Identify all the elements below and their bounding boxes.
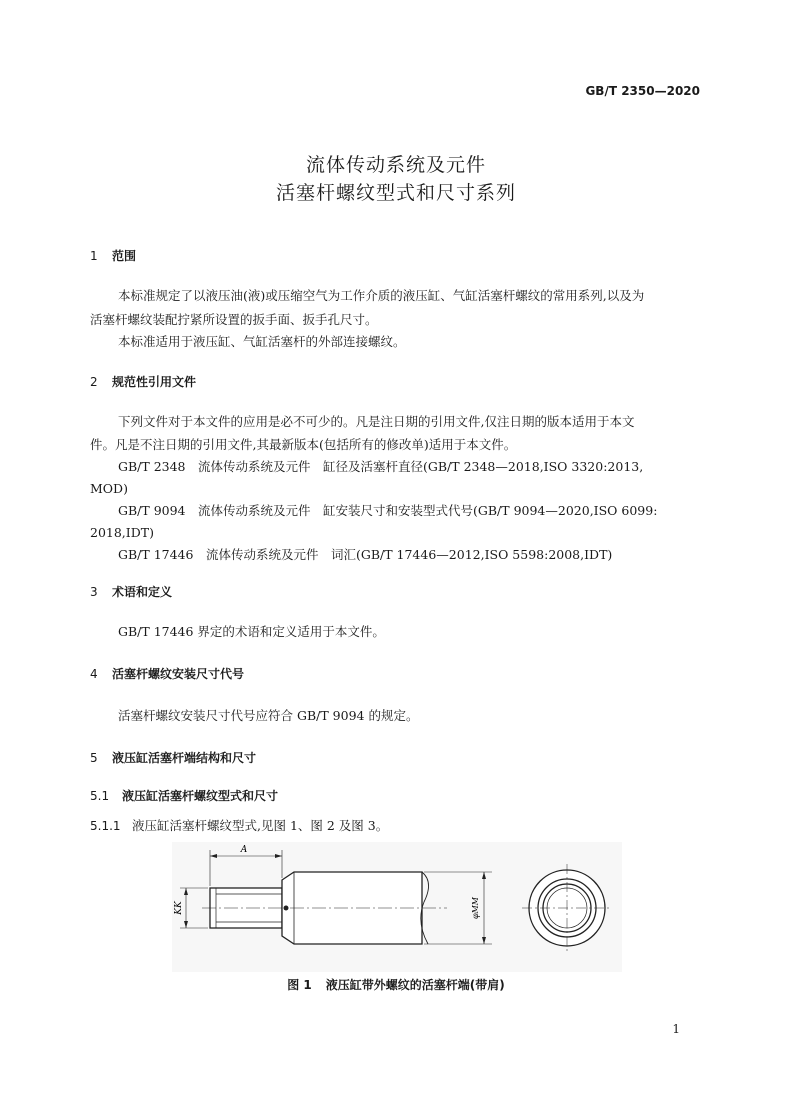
clause-5-1-1 (90, 814, 704, 838)
document-title-line1: 流体传动系统及元件 (305, 154, 486, 176)
section-5-1-heading (90, 787, 278, 804)
section-title: 液压缸活塞杆螺纹型式和尺寸 (122, 789, 279, 803)
section-title: 液压缸活塞杆端结构和尺寸 (112, 751, 257, 765)
figure-1-drawing (172, 842, 622, 972)
section-title: 术语和定义 (112, 585, 173, 599)
reference-gbt9094-a: GB/T 9094 流体传动系统及元件 缸安装尺寸和安装型式代号(GB/T 9094—2020,ISO 6099: (118, 503, 658, 518)
section-4-paragraph: 活塞杆螺纹安装尺寸代号应符合 GB/T 9094 的规定。 (118, 708, 419, 723)
section-number: 5 (90, 751, 98, 765)
document-title-line2: 活塞杆螺纹型式和尺寸系列 (275, 182, 516, 204)
section-3-paragraph: GB/T 17446 界定的术语和定义适用于本文件。 (118, 624, 385, 639)
dim-a-label: A (240, 845, 248, 855)
reference-gbt17446: GB/T 17446 流体传动系统及元件 词汇(GB/T 17446—2012,ISO 5598:2008,IDT) (118, 547, 613, 562)
section-number: 2 (90, 375, 98, 389)
reference-gbt9094-b: 2018,IDT) (90, 525, 154, 540)
section-1-paragraph-2: 本标准适用于液压缸、气缸活塞杆的外部连接螺纹。 (118, 334, 406, 349)
section-1-paragraph-1a: 本标准规定了以液压油(液)或压缩空气为工作介质的液压缸、气缸活塞杆螺纹的常用系列,以及为 (118, 288, 645, 303)
section-number: 5.1 (90, 789, 110, 803)
section-title: 范围 (112, 249, 137, 263)
figure-caption-text: 液压缸带外螺纹的活塞杆端(带肩) (325, 978, 505, 992)
figure-1-caption (0, 976, 792, 993)
clause-text: 液压缸活塞杆螺纹型式,见图 1、图 2 及图 3。 (132, 818, 389, 833)
section-3-heading (90, 583, 172, 600)
dim-mm-label: φMM (471, 897, 480, 919)
section-2-heading (90, 373, 196, 390)
shoulder-center-mark (284, 906, 289, 911)
figure-label: 图 1 (287, 978, 312, 992)
section-1-heading (90, 247, 136, 264)
section-number: 4 (90, 667, 98, 681)
section-2-paragraph-1b: 件。凡是不注日期的引用文件,其最新版本(包括所有的修改单)适用于本文件。 (90, 437, 517, 452)
section-number: 3 (90, 585, 98, 599)
section-4-heading (90, 665, 244, 682)
section-number: 1 (90, 249, 98, 263)
reference-gbt2348-a: GB/T 2348 流体传动系统及元件 缸径及活塞杆直径(GB/T 2348—2018,ISO 3320:2013, (118, 459, 644, 474)
reference-gbt2348-b: MOD) (90, 481, 128, 496)
section-title: 规范性引用文件 (112, 375, 197, 389)
section-5-heading (90, 749, 256, 766)
clause-number: 5.1.1 (90, 819, 121, 833)
page-number: 1 (672, 1022, 680, 1036)
section-2-paragraph-1a: 下列文件对于本文件的应用是必不可少的。凡是注日期的引用文件,仅注日期的版本适用于本文 (118, 414, 635, 429)
section-title: 活塞杆螺纹安装尺寸代号 (112, 667, 245, 681)
standard-code: GB/T 2350—2020 (585, 84, 700, 98)
dim-kk-label: KK (174, 901, 184, 915)
section-1-paragraph-1b: 活塞杆螺纹装配拧紧所设置的扳手面、扳手孔尺寸。 (90, 312, 378, 327)
